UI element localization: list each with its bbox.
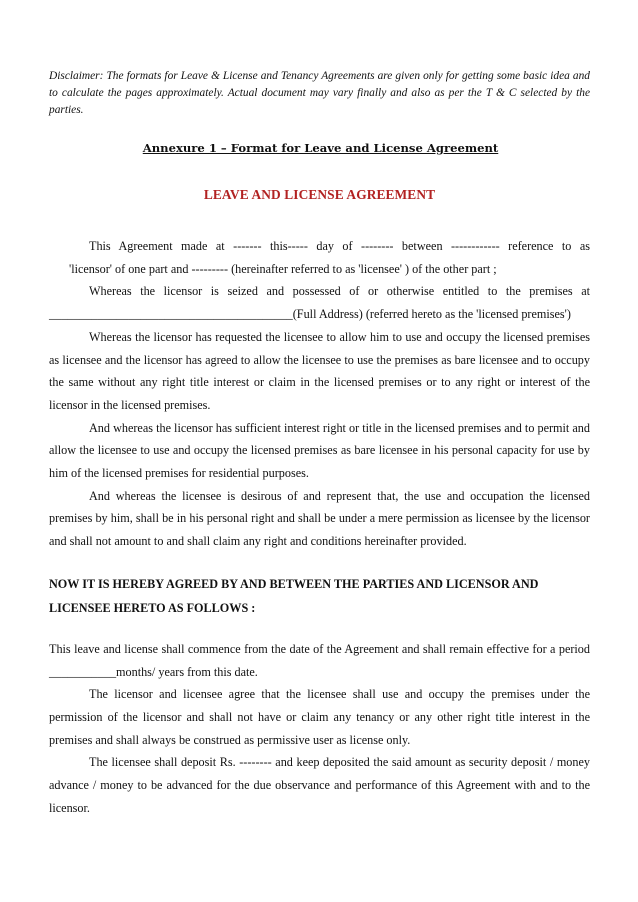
paragraph-agreement-made [49,235,590,280]
clause-security-deposit: The licensee shall deposit Rs. -------- and keep deposited the said amount as security deposit / money advance / money to be advanced for the due observance and performance of this Agreement with and to the licensor. [49,755,590,815]
paragraph-whereas-seized: Whereas the licensor is seized and possessed of or otherwise entitled to the premises at ________________________________________(Full Address) (referred hereto as the 'licensed premises') [49,284,590,322]
annexure-title: Annexure 1 – Format for Leave and License Agreement [142,141,499,155]
paragraph-agreement-made-line-1: This Agreement made at ------- this----- day of -------- between ------------ reference to as [89,239,590,253]
clause-commencement: This leave and license shall commence from the date of the Agreement and shall remain effective for a period ___________months/ years from this date. [49,641,590,679]
paragraph-whereas-requested: Whereas the licensor has requested the licensee to allow him to use and occupy the licensed premises as licensee and the licensor has agreed to allow the licensee to use the premises as bare licensee and to occupy the same without any right title interest or claim in the licensed premises or to any right or interest of the licensor in the licensed premises. [49,329,590,412]
document-page [49,68,590,819]
paragraph-whereas-desirous: And whereas the licensee is desirous of and represent that, the use and occupation the licensed premises by him, shall be in his personal right and shall be under a mere permission as licensee by the licensor and shall not amount to and shall claim any right and conditions hereinafter provided. [49,488,590,549]
agreement-title: LEAVE AND LICENSE AGREEMENT [203,187,436,202]
disclaimer: Disclaimer: The formats for Leave & License and Tenancy Agreements are given only for getting some basic idea and to calculate the pages approximately. Actual document may vary finally and also as per the T & C selected by the parties. [49,70,590,116]
clause-permission: The licensor and licensee agree that the licensee shall use and occupy the premises under the permission of the licensor and shall not have or claim any tenancy or any other right title interest in the premises and shall always be construed as permissive user as license only. [49,687,590,747]
paragraph-whereas-interest: And whereas the licensor has sufficient interest right or title in the licensed premises and to permit and allow the licensee to use and occupy the licensed premises as bare licensee in his personal capacity for use by him of the licensed premises for residential purposes. [49,420,590,481]
agreed-heading: NOW IT IS HEREBY AGREED BY AND BETWEEN THE PARTIES AND LICENSOR AND LICENSEE HERETO AS FOLLOWS : [49,576,539,615]
paragraph-agreement-made-line-2: 'licensor' of one part and --------- (hereinafter referred to as 'licensee' ) of the other part ; [69,261,497,276]
